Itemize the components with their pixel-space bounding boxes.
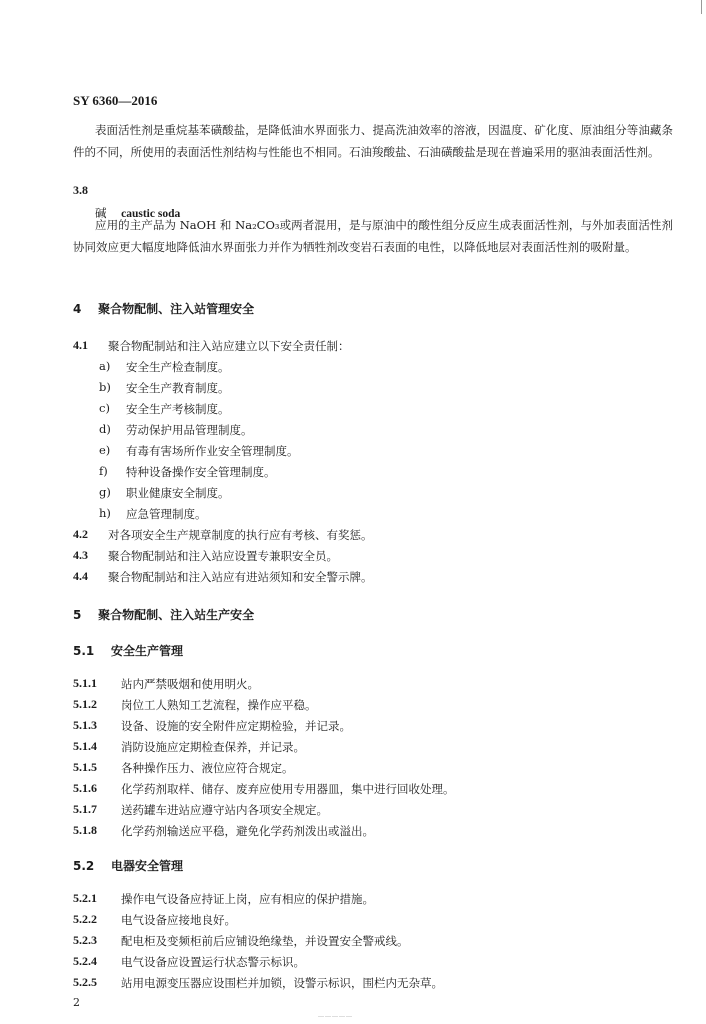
- clause-5-1-4-number: 5.1.4: [73, 739, 97, 753]
- clause-4-2-text: 对各项安全生产规章制度的执行应有考核、有奖惩。: [108, 528, 373, 542]
- section-5-heading: [73, 606, 254, 623]
- footer-mark: ……………: [318, 1012, 353, 1019]
- clause-5-1-2-number: 5.1.2: [73, 697, 97, 711]
- standard-code-header: SY 6360—2016: [73, 93, 158, 108]
- list-item-f-label: f): [99, 464, 108, 478]
- clause-5-2-5-text: 站用电源变压器应设围栏并加锁，设警示标识，围栏内无杂草。: [121, 976, 443, 990]
- list-item-a-text: 安全生产检查制度。: [126, 360, 230, 374]
- clause-4-3-number: 4.3: [73, 548, 88, 562]
- clause-3-8-number: 3.8: [73, 183, 88, 197]
- clause-5-1-8-text: 化学药剂输送应平稳，避免化学药剂泼出或溢出。: [121, 824, 374, 838]
- list-item-a-label: a): [99, 359, 111, 373]
- term-zh: 碱: [95, 206, 107, 220]
- list-item-c-label: c): [99, 401, 110, 415]
- list-item-c-text: 安全生产考核制度。: [126, 402, 230, 416]
- list-item-h-text: 应急管理制度。: [126, 507, 207, 521]
- clause-5-2-3-text: 配电柜及变频柜前后应铺设绝缘垫，并设置安全警戒线。: [121, 934, 409, 948]
- clause-5-2-3-number: 5.2.3: [73, 933, 97, 947]
- list-item-d-label: d): [99, 422, 111, 436]
- clause-5-1-4-text: 消防设施应定期检查保养，并记录。: [121, 740, 305, 754]
- clause-5-2-5-number: 5.2.5: [73, 975, 97, 989]
- section-5-number: 5: [73, 608, 82, 622]
- clause-4-1-number: 4.1: [73, 338, 88, 352]
- subsection-5-1-number: 5.1: [73, 644, 95, 658]
- section-4-number: 4: [73, 302, 82, 316]
- clause-5-1-8-number: 5.1.8: [73, 823, 97, 837]
- clause-5-2-2-text: 电气设备应接地良好。: [121, 913, 236, 927]
- section-4-title: 聚合物配制、注入站管理安全: [98, 302, 255, 316]
- clause-5-1-1-number: 5.1.1: [73, 676, 97, 690]
- clause-5-1-2-text: 岗位工人熟知工艺流程，操作应平稳。: [121, 698, 317, 712]
- subsection-5-1-heading: [73, 642, 183, 659]
- clause-5-1-5-text: 各种操作压力、液位应符合规定。: [121, 761, 294, 775]
- clause-5-2-1-number: 5.2.1: [73, 891, 97, 905]
- clause-5-1-6-number: 5.1.6: [73, 781, 97, 795]
- clause-5-2-4-number: 5.2.4: [73, 954, 97, 968]
- list-item-g-text: 职业健康安全制度。: [126, 486, 230, 500]
- clause-5-1-3-number: 5.1.3: [73, 718, 97, 732]
- page-number: 2: [73, 996, 80, 1009]
- clause-5-1-1-text: 站内严禁吸烟和使用明火。: [121, 677, 259, 691]
- list-item-e-text: 有毒有害场所作业安全管理制度。: [126, 444, 299, 458]
- list-item-b-label: b): [99, 380, 111, 394]
- corner-mark: [701, 0, 702, 14]
- list-item-e-label: e): [99, 443, 111, 457]
- section-4-heading: [73, 300, 254, 317]
- clause-5-1-7-number: 5.1.7: [73, 802, 97, 816]
- clause-5-1-3-text: 设备、设施的安全附件应定期检验，并记录。: [121, 719, 351, 733]
- clause-4-4-text: 聚合物配制站和注入站应有进站须知和安全警示牌。: [108, 570, 373, 584]
- paragraph-surfactant: 表面活性剂是重烷基苯磺酸盐，是降低油水界面张力、提高洗油效率的溶液，因温度、矿化度、原油组分等油藏条件的不同，所使用的表面活性剂结构与性能也不相同。石油羧酸盐、石油磺酸盐是现在普遍采用的驱油表面活性剂。: [73, 123, 673, 159]
- section-5-title: 聚合物配制、注入站生产安全: [98, 608, 255, 622]
- clause-5-2-4-text: 电气设备应设置运行状态警示标识。: [121, 955, 305, 969]
- clause-5-1-5-number: 5.1.5: [73, 760, 97, 774]
- list-item-d-text: 劳动保护用品管理制度。: [126, 423, 253, 437]
- subsection-5-2-title: 电器安全管理: [110, 859, 183, 873]
- term-en: caustic soda: [121, 208, 181, 220]
- subsection-5-2-heading: [73, 857, 183, 874]
- list-item-b-text: 安全生产教育制度。: [126, 381, 230, 395]
- subsection-5-2-number: 5.2: [73, 859, 95, 873]
- clause-4-3-text: 聚合物配制站和注入站应设置专兼职安全员。: [108, 549, 338, 563]
- clause-5-1-6-text: 化学药剂取样、储存、废弃应使用专用器皿，集中进行回收处理。: [121, 782, 455, 796]
- clause-3-8-definition: 应用的主产品为 NaOH 和 Na₂CO₃或两者混用，是与原油中的酸性组分反应生成表面活性剂，与外加表面活性剂协同效应更大幅度地降低油水界面张力并作为牺牲剂改变岩石表面的电性，以降低地层对表面活性剂的吸附量。: [73, 218, 673, 254]
- list-item-f-text: 特种设备操作安全管理制度。: [126, 465, 276, 479]
- list-item-h-label: h): [99, 506, 111, 520]
- clause-5-2-2-number: 5.2.2: [73, 912, 97, 926]
- clause-4-1-text: 聚合物配制站和注入站应建立以下安全责任制：: [108, 339, 350, 353]
- subsection-5-1-title: 安全生产管理: [110, 644, 183, 658]
- clause-4-4-number: 4.4: [73, 569, 88, 583]
- clause-5-2-1-text: 操作电气设备应持证上岗，应有相应的保护措施。: [121, 892, 374, 906]
- clause-5-1-7-text: 送药罐车进站应遵守站内各项安全规定。: [121, 803, 328, 817]
- clause-4-2-number: 4.2: [73, 527, 88, 541]
- list-item-g-label: g): [99, 485, 111, 499]
